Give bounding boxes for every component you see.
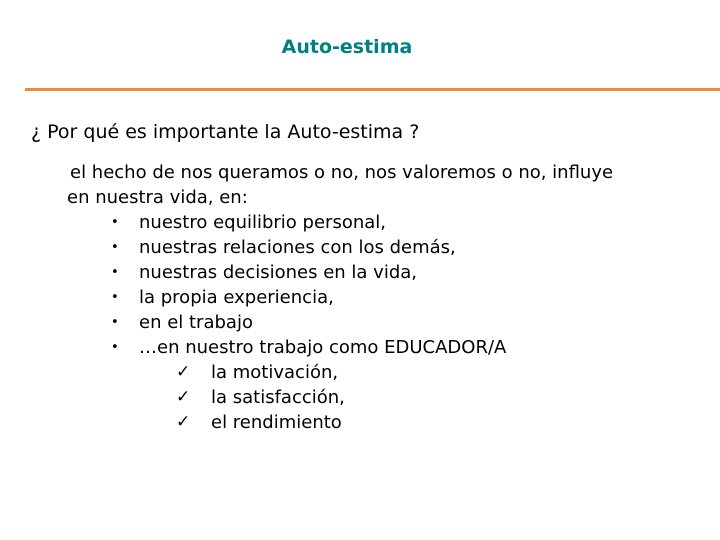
check-text: la satisfacción, bbox=[211, 387, 345, 408]
check-text: el rendimiento bbox=[211, 412, 342, 433]
intro-line-1: el hecho de nos queramos o no, nos valoremos o no, influye bbox=[70, 162, 614, 183]
bullet-icon: • bbox=[111, 290, 119, 305]
bullet-icon: • bbox=[111, 240, 119, 255]
bullet-icon: • bbox=[111, 265, 119, 280]
bullet-text: la propia experiencia, bbox=[139, 287, 334, 308]
bullet-icon: • bbox=[111, 315, 119, 330]
intro-line-2: en nuestra vida, en: bbox=[67, 187, 248, 208]
question-heading: ¿ Por qué es importante la Auto-estima ? bbox=[31, 121, 420, 143]
bullet-text: nuestro equilibrio personal, bbox=[139, 212, 386, 233]
bullet-emphasis: trabajo como EDUCADOR/A bbox=[259, 337, 507, 358]
checkmark-icon: ✓ bbox=[176, 362, 191, 382]
bullet-prefix: …en nuestro bbox=[139, 337, 260, 358]
bullet-text bbox=[139, 335, 506, 360]
bullet-text: nuestras relaciones con los demás, bbox=[139, 237, 456, 258]
intro-paragraph bbox=[67, 160, 707, 210]
check-text: la motivación, bbox=[211, 362, 339, 383]
checkmark-icon: ✓ bbox=[176, 387, 191, 407]
bullet-icon: • bbox=[111, 340, 119, 355]
bullet-text: en el trabajo bbox=[139, 312, 253, 333]
checkmark-icon: ✓ bbox=[176, 412, 191, 432]
bullet-icon: • bbox=[111, 215, 119, 230]
slide-title: Auto-estima bbox=[281, 36, 413, 58]
bullet-text: nuestras decisiones en la vida, bbox=[139, 262, 418, 283]
title-divider bbox=[25, 88, 720, 91]
